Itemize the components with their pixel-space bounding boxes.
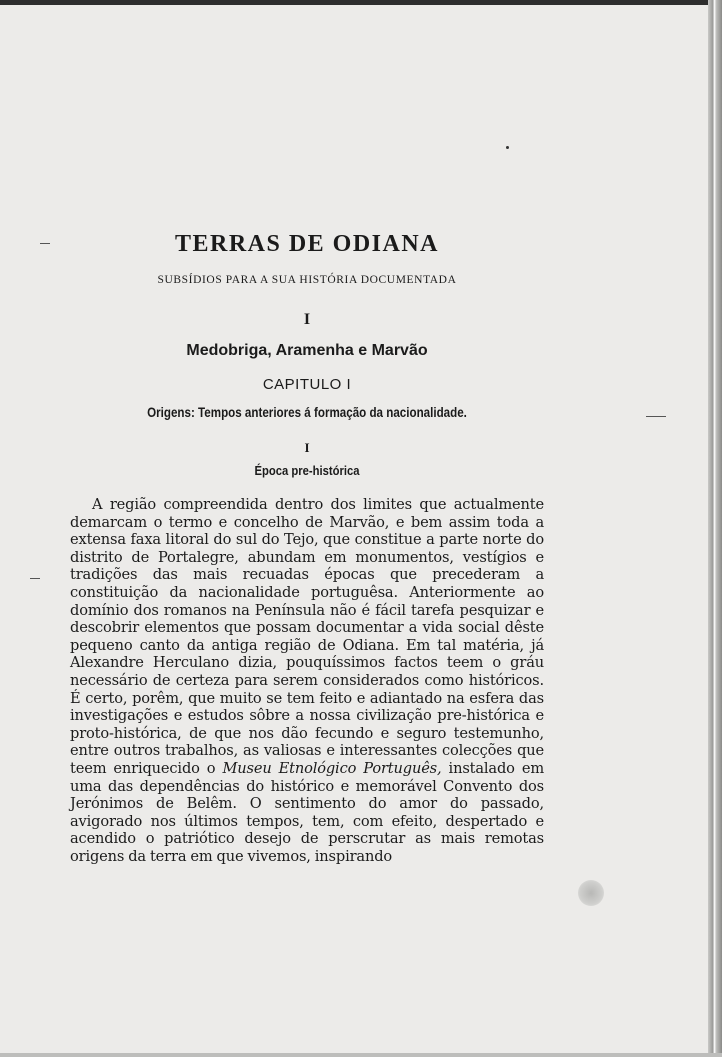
page-right-edge — [708, 0, 722, 1057]
page-subtitle: SUBSÍDIOS PARA A SUA HISTÓRIA DOCUMENTADA — [157, 274, 457, 286]
part-number: I — [303, 311, 311, 328]
museum-name: Museu Etnológico Português, — [222, 759, 442, 777]
body-text-part-1: A região compreendida dentro dos limites que actualmente demarcam o termo e concelho de Marvão, e bem assim toda a extensa faxa litoral do sul do Tejo, que constitue a parte norte do distrito de Portalegre, abundam em monumentos, vestígios e tradições das mais recuadas épocas que precederam a constituição da nacionalidade portuguêsa. Anteriormente ao domínio dos romanos na Península não é fácil tarefa pesquizar e descobrir elementos que possam documentar a vida social dêste pequeno canto da antiga região de Odiana. Em tal matéria, já Alexandre Herculano dizia, pouquíssimos factos teem o gráu necessário de certeza para serem considerados como históricos. É certo, porêm, que muito se tem feito e adiantado na esfera das investigações e estudos sôbre a nossa civilização pre-histórica e proto-histórica, de que nos dão fecundo e seguro testemunho, entre outros trabalhos, as valiosas e interessantes colecções que teem enriquecido o — [70, 496, 544, 777]
scan-blot — [578, 880, 604, 906]
scan-mark — [40, 243, 50, 244]
scan-mark — [30, 578, 40, 579]
section-title: Época pre-histórica — [254, 464, 360, 478]
chapter-label: CAPITULO I — [262, 376, 352, 393]
text-column — [70, 228, 544, 880]
body-paragraph — [70, 496, 544, 865]
page-title: TERRAS DE ODIANA — [174, 231, 440, 257]
scan-speck — [506, 146, 509, 149]
scan-mark — [646, 416, 666, 417]
page-top-edge — [0, 0, 722, 5]
part-title: Medobriga, Aramenha e Marvão — [186, 342, 428, 359]
chapter-title: Origens: Tempos anteriores á formação da nacionalidade. — [147, 405, 467, 420]
body-text-part-2: instalado em uma das dependências do histórico e memorável Convento dos Jerónimos de Belêm. O sentimento do amor do passado, avigorado nos últimos tempos, tem, com efeito, despertado e acendido o patriótico desejo de perscrutar as mais remotas origens da terra em que vivemos, inspirando — [70, 759, 545, 865]
section-number: I — [304, 440, 310, 455]
page-bottom-edge — [0, 1053, 722, 1057]
